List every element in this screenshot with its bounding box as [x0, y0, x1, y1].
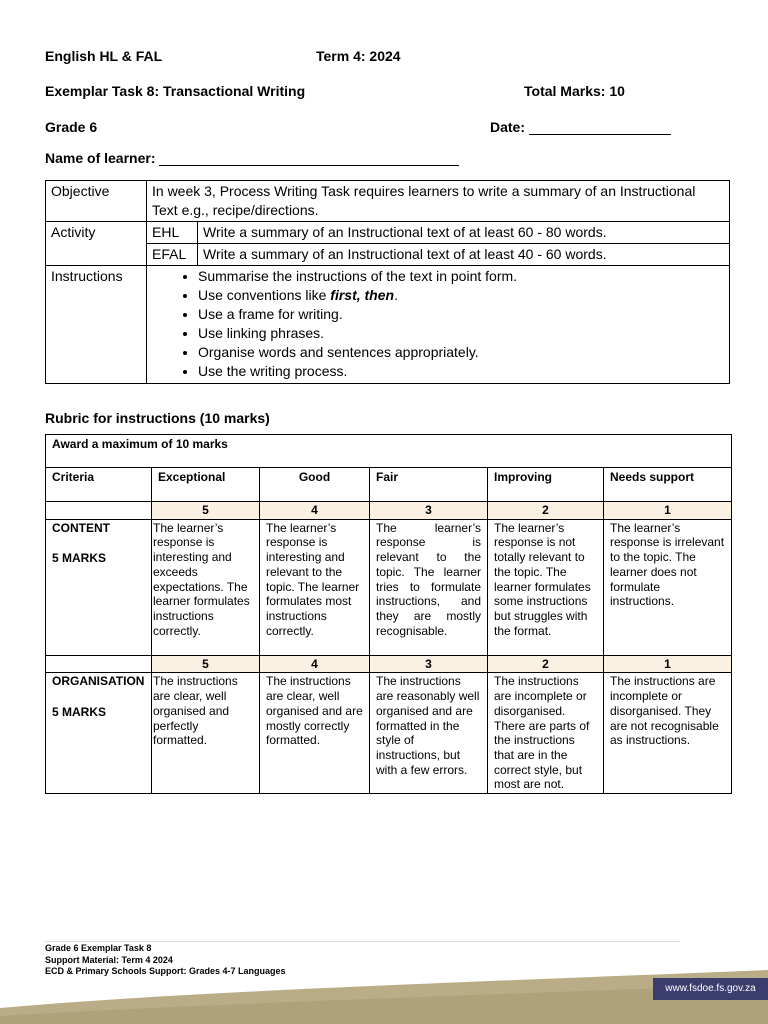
rubric-score: 4 — [260, 502, 370, 520]
rubric-award-row — [46, 435, 732, 468]
footer-divider — [45, 941, 680, 942]
date-field[interactable] — [490, 119, 671, 135]
activity-label: Activity — [46, 222, 147, 266]
rubric-organisation-row — [46, 673, 732, 794]
learner-name-blank-line — [159, 151, 459, 166]
footer-line: Support Material: Term 4 2024 — [45, 954, 173, 965]
instructions-row — [46, 266, 730, 384]
rubric-score-row — [46, 655, 732, 673]
instructions-list — [152, 267, 724, 381]
activity-code: EFAL — [147, 244, 198, 266]
rubric-award: Award a maximum of 10 marks — [46, 435, 732, 468]
rubric-cell: The instructions are clear, well organised and are mostly correctly formatted. — [260, 673, 370, 794]
rubric-criteria-content — [46, 519, 152, 655]
rubric-cell: The learner’s response is relevant to the topic. The learner tries to formulate instructions, and they are mostly recognisable. — [370, 519, 488, 655]
total-marks: Total Marks: 10 — [524, 83, 625, 99]
rubric-table — [45, 434, 732, 794]
rubric-score-blank — [46, 502, 152, 520]
rubric-cell: The instructions are incomplete or disorganised. There are parts of the instructions that are in the correct style, but most are not. — [488, 673, 604, 794]
instruction-item: • Use a frame for writing. — [198, 305, 724, 324]
activity-row-efal — [46, 244, 730, 266]
activity-text: Write a summary of an Instructional text of at least 60 - 80 words. — [198, 222, 730, 244]
instructions-list-cell — [147, 266, 730, 384]
instruction-item: • Organise words and sentences appropriately. — [198, 343, 724, 362]
criteria-marks: 5 MARKS — [52, 551, 107, 566]
rubric-score: 5 — [152, 502, 260, 520]
rubric-criteria-organisation — [46, 673, 152, 794]
rubric-header-good: Good — [260, 468, 370, 502]
instruction-emphasis: first, then — [330, 287, 395, 303]
rubric-header-row — [46, 468, 732, 502]
task-title: Exemplar Task 8: Transactional Writing — [45, 83, 306, 99]
instruction-item: • Summarise the instructions of the text in point form. — [198, 267, 724, 286]
date-label: Date: — [490, 119, 526, 135]
instruction-item — [198, 286, 724, 305]
objective-text: In week 3, Process Writing Task requires learners to write a summary of an Instructional Text e.g., recipe/directions. — [147, 181, 730, 222]
instructions-label: Instructions — [46, 266, 147, 384]
instruction-item: • Use the writing process. — [198, 362, 724, 381]
rubric-header-exceptional: Exceptional — [152, 468, 260, 502]
rubric-cell: The learner’s response is interesting and exceeds expectations. The learner formulates instructions correctly. — [152, 519, 260, 655]
term-label: Term 4: 2024 — [316, 48, 401, 64]
instruction-item-end: . — [394, 287, 398, 303]
date-blank-line — [529, 120, 671, 135]
rubric-cell: The instructions are incomplete or disorganised. They are not recognisable as instructions. — [604, 673, 732, 794]
instruction-item: • Use linking phrases. — [198, 324, 724, 343]
rubric-score: 2 — [488, 502, 604, 520]
objective-row — [46, 181, 730, 222]
grade-label: Grade 6 — [45, 119, 98, 135]
rubric-header-needs-support: Needs support — [604, 468, 732, 502]
activity-code: EHL — [147, 222, 198, 244]
criteria-marks: 5 MARKS — [52, 705, 107, 720]
learner-name-label: Name of learner: — [45, 150, 156, 166]
rubric-header-criteria: Criteria — [46, 468, 152, 502]
rubric-score-row — [46, 502, 732, 520]
rubric-header-improving: Improving — [488, 468, 604, 502]
rubric-score-blank — [46, 655, 152, 673]
learner-name-field[interactable] — [45, 150, 459, 166]
criteria-label: CONTENT — [52, 520, 110, 535]
footer-line: ECD & Primary Schools Support: Grades 4-7 Languages — [45, 966, 286, 976]
rubric-cell: The learner’s response is irrelevant to the topic. The learner does not formulate instructions. — [604, 519, 732, 655]
criteria-label: ORGANISATION — [52, 674, 145, 689]
activity-text: Write a summary of an Instructional text of at least 40 - 60 words. — [198, 244, 730, 266]
rubric-score: 2 — [488, 655, 604, 673]
rubric-score: 3 — [370, 502, 488, 520]
instruction-item-text: Use conventions like — [198, 287, 331, 303]
rubric-score: 3 — [370, 655, 488, 673]
rubric-cell: The learner’s response is interesting and relevant to the topic. The learner formulates most instructions correctly. — [260, 519, 370, 655]
rubric-cell: The instructions are clear, well organised and perfectly formatted. — [152, 673, 260, 794]
rubric-score: 1 — [604, 655, 732, 673]
rubric-score: 1 — [604, 502, 732, 520]
subject-label: English HL & FAL — [45, 48, 163, 64]
rubric-header-fair: Fair — [370, 468, 488, 502]
task-table — [45, 180, 730, 384]
rubric-content-row — [46, 519, 732, 655]
objective-label: Objective — [46, 181, 147, 222]
rubric-score: 4 — [260, 655, 370, 673]
website-badge[interactable]: www.fsdoe.fs.gov.za — [653, 978, 768, 1000]
rubric-title: Rubric for instructions (10 marks) — [45, 410, 270, 426]
rubric-cell: The learner’s response is not totally relevant to the topic. The learner formulates some instructions but struggles with the format. — [488, 519, 604, 655]
activity-row-ehl — [46, 222, 730, 244]
rubric-score: 5 — [152, 655, 260, 673]
footer-line: Grade 6 Exemplar Task 8 — [45, 943, 152, 953]
rubric-cell: The instructions are reasonably well organised and are formatted in the style of instructions, but with a few errors. — [370, 673, 488, 794]
